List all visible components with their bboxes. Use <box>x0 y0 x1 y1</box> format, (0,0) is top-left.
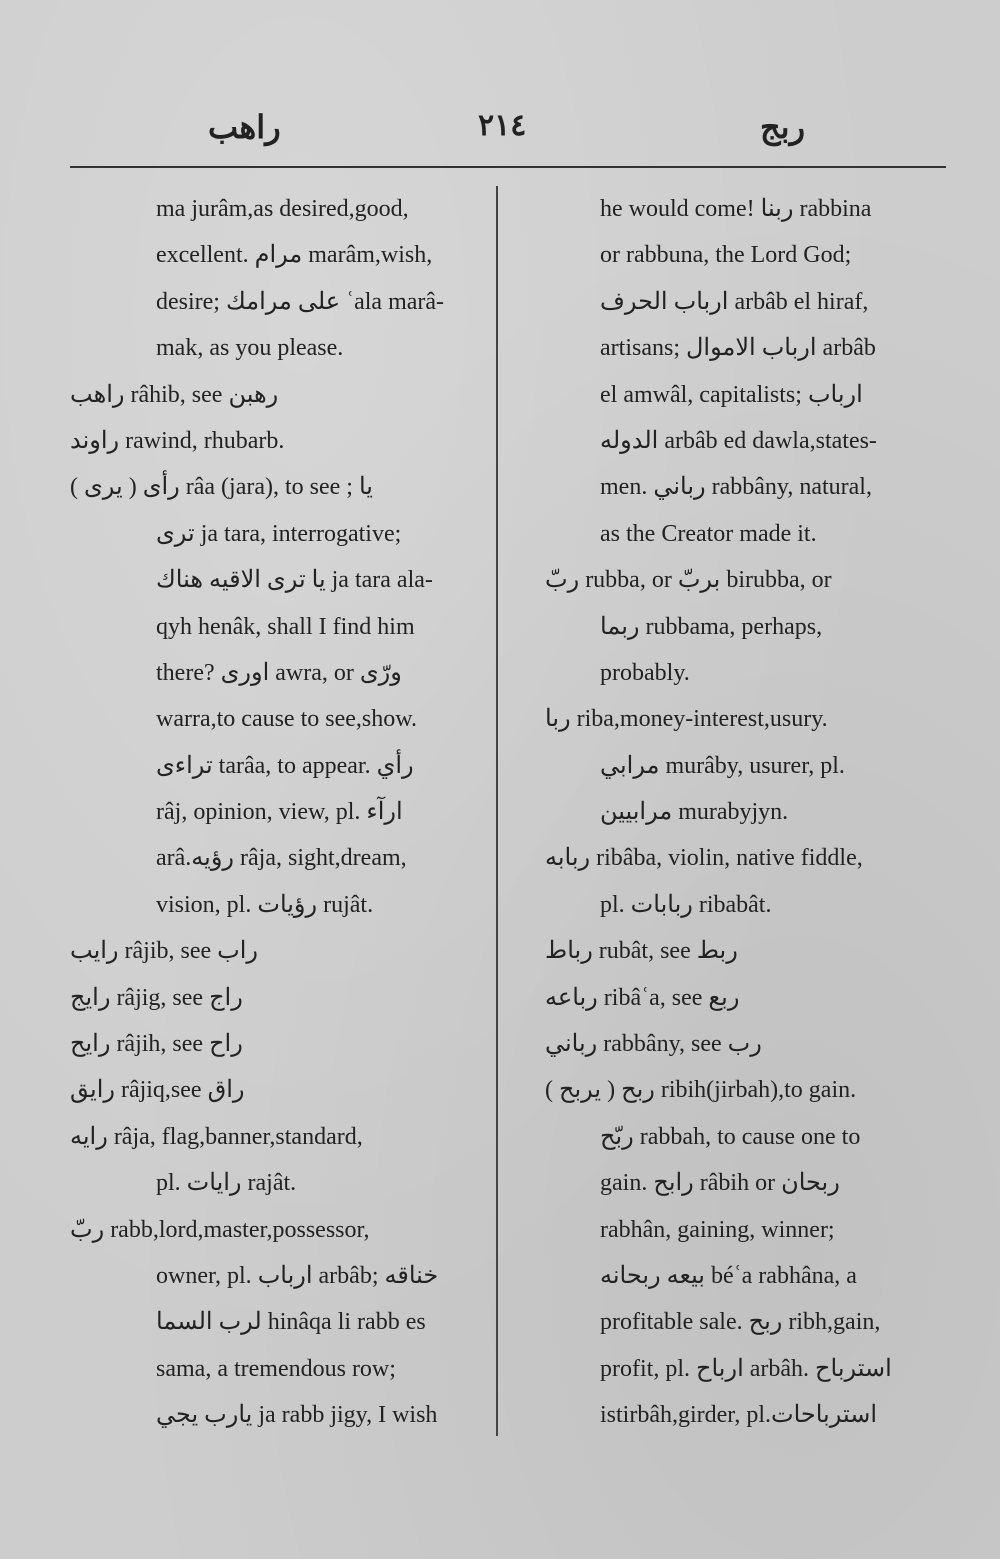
entry-line: ربا riba,money-interest,usury. <box>545 706 828 733</box>
entry-line: ارباب الحرف arbâb el hiraf, <box>600 288 869 315</box>
entry-line: لرب السما hinâqa li rabb es <box>156 1309 426 1336</box>
entry-line: qyh henâk, shall I find him <box>156 613 415 640</box>
column-divider <box>496 186 498 1436</box>
header-catchword-right: ربج <box>760 109 806 145</box>
right-column <box>545 186 945 1439</box>
entry-line: excellent. مرام marâm,wish, <box>156 242 433 269</box>
entry-line: رايق râjiq,see راق <box>70 1077 245 1104</box>
entry-line: el amwâl, capitalists; ارباب <box>600 381 863 408</box>
header-catchword-left: راهب <box>208 109 281 145</box>
entry-line: يارب يجي ja rabb jigy, I wish <box>156 1402 438 1429</box>
entry-line: رايج râjig, see راج <box>70 984 243 1011</box>
entry-line: gain. رابح râbih or ربحان <box>600 1170 840 1197</box>
entry-line: profit, pl. ارباح arbâh. استرباح <box>600 1355 892 1382</box>
entry-line: desire; على مرامك ʿala marâ- <box>156 288 445 315</box>
entry-line: ترى ja tara, interrogative; <box>156 520 402 547</box>
entry-line: mak, as you please. <box>156 335 344 362</box>
entry-line: warra,to cause to see,show. <box>156 706 418 733</box>
entry-line: رباني rabbâny, see رب <box>545 1031 762 1058</box>
entry-line: رباعه ribâʿa, see ربع <box>545 984 740 1011</box>
entry-line: sama, a tremendous row; <box>156 1355 396 1382</box>
entry-line: he would come! ربنا rabbina <box>600 196 872 222</box>
entry-line: ربّ rubba, or بربّ birubba, or <box>545 567 832 594</box>
entry-line: ربّح rabbah, to cause one to <box>600 1123 861 1150</box>
entry-line: profitable sale. ربح ribh,gain, <box>600 1309 881 1336</box>
entry-line: رايح râjih, see راح <box>70 1031 243 1058</box>
entry-line: يا ترى الاقيه هناك ja tara ala- <box>156 567 433 594</box>
entry-line: râj, opinion, view, pl. ارآء <box>156 799 403 826</box>
page-number: ٢١٤ <box>478 109 527 142</box>
entry-line: تراءى tarâa, to appear. رأي <box>156 752 414 779</box>
header-rule <box>70 166 946 168</box>
entry-line: ربح ( يربح ) ribih(jirbah),to gain. <box>545 1077 857 1104</box>
entry-line: رايب râjib, see راب <box>70 938 258 965</box>
entry-line: ربابه ribâba, violin, native fiddle, <box>545 845 863 872</box>
entry-line: owner, pl. ارباب arbâb; خناقه <box>156 1262 439 1289</box>
entry-line: vision, pl. رؤيات rujât. <box>156 891 374 918</box>
entry-line: there? اورى awra, or ورّى <box>156 659 402 686</box>
entry-line: as the Creator made it. <box>600 520 817 547</box>
entry-line: istirbâh,girder, pl.استرباحات <box>600 1402 877 1429</box>
entry-line: بيعه ربحانه béʿa rabhâna, a <box>600 1262 857 1289</box>
entry-line: arâ.رؤيه râja, sight,dream, <box>156 845 407 872</box>
entry-line: مرابي murâby, usurer, pl. <box>600 752 845 779</box>
entry-line: راهب râhib, see رهبن <box>70 381 279 408</box>
entry-line: الدوله arbâb ed dawla,states- <box>600 427 877 454</box>
entry-line: pl. رايات rajât. <box>156 1170 297 1197</box>
entry-line: رايه râja, flag,banner,standard, <box>70 1123 363 1150</box>
entry-line: pl. ربابات ribabât. <box>600 891 772 918</box>
entry-line: artisans; ارباب الاموال arbâb <box>600 335 876 362</box>
entry-line: راوند rawind, rhubarb. <box>70 427 285 454</box>
entry-line: men. رباني rabbâny, natural, <box>600 474 872 501</box>
entry-line: ma jurâm,as desired,good, <box>156 196 409 222</box>
entry-line: ربما rubbama, perhaps, <box>600 613 823 640</box>
entry-line: rabhân, gaining, winner; <box>600 1216 835 1243</box>
entry-line: or rabbuna, the Lord God; <box>600 242 852 269</box>
entry-line: رباط rubât, see ربط <box>545 938 738 965</box>
left-column <box>70 186 490 1439</box>
entry-line: مرابيين murabyjyn. <box>600 799 789 826</box>
entry-line: probably. <box>600 659 690 686</box>
entry-line: ربّ rabb,lord,master,possessor, <box>70 1216 370 1243</box>
entry-line: رأى ( يرى ) râa (jara), to see ; يا <box>70 474 373 501</box>
